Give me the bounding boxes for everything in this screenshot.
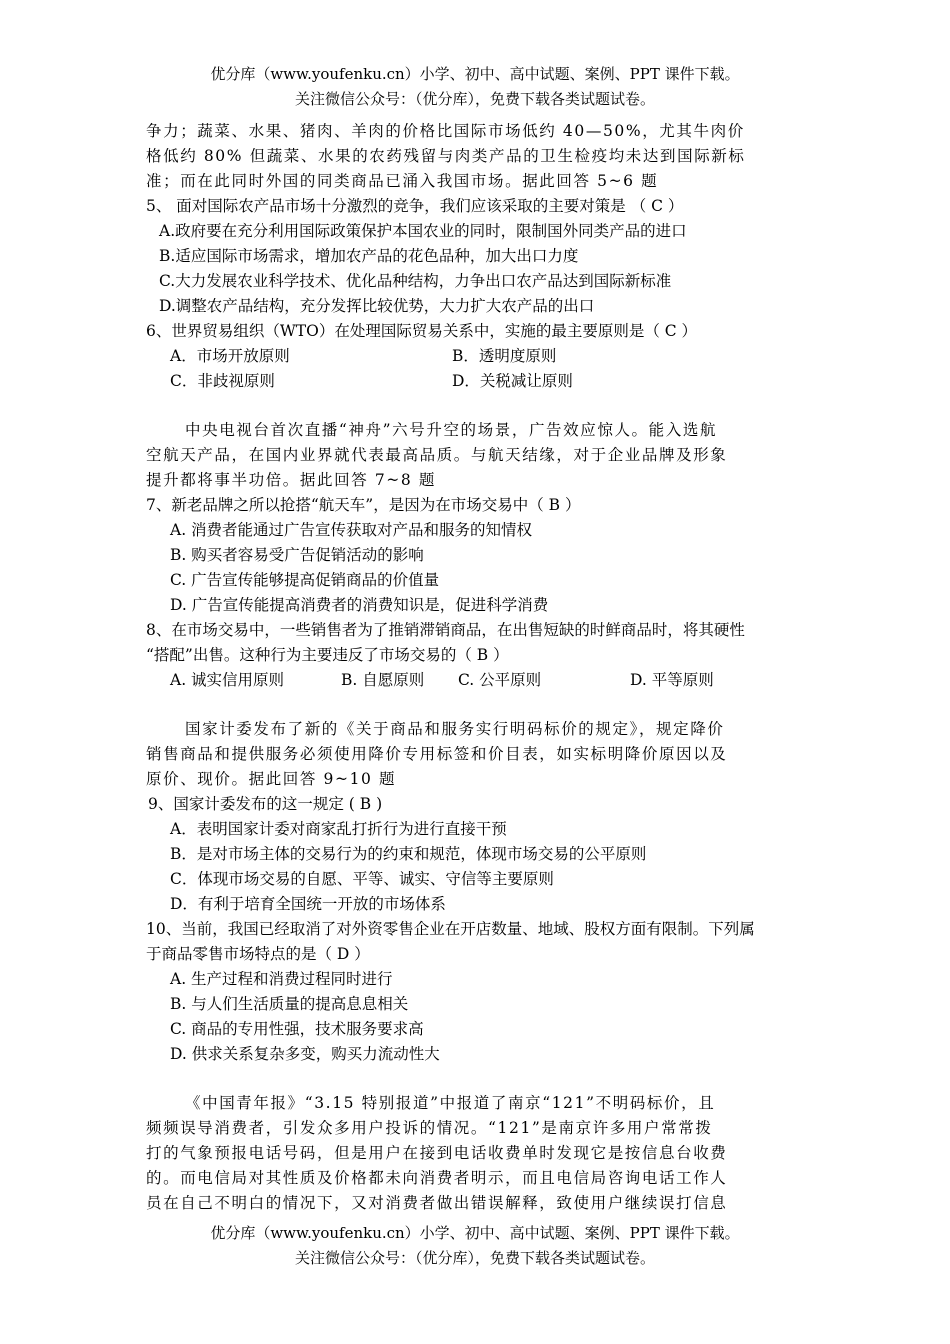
q8-option-b: B. 自愿原则: [341, 671, 425, 689]
q10-stem-line-1: 10、当前，我国已经取消了对外资零售企业在开店数量、地域、股权方面有限制。下列属: [146, 920, 755, 938]
q9-option-d: D．有利于培育全国统一开放的市场体系: [170, 895, 446, 913]
passage4-line-3: 打的气象预报电话号码，但是用户在接到电话收费单时发现它是按信息台收费: [146, 1144, 728, 1162]
q5-stem: 5、 面对国际农产品市场十分激烈的竞争，我们应该采取的主要对策是 （ C ）: [146, 197, 684, 215]
q10-option-d: D. 供求关系复杂多变，购买力流动性大: [170, 1045, 440, 1063]
passage4-line-5: 员在自己不明白的情况下，又对消费者做出错误解释，致使用户继续误打信息: [146, 1194, 728, 1212]
q9-stem: 9、国家计委发布的这一规定 ( B ): [148, 795, 383, 813]
passage1-line-1: 争力；蔬菜、水果、猪肉、羊肉的价格比国际市场低约 40—50%，尤其牛肉价: [146, 122, 745, 140]
q10-option-a: A. 生产过程和消费过程同时进行: [170, 970, 393, 988]
q8-stem-line-2: “搭配”出售。这种行为主要违反了市场交易的（ B ）: [146, 646, 509, 664]
q6-option-d: D．关税减让原则: [452, 372, 573, 390]
passage3-line-1: 国家计委发布了新的《关于商品和服务实行明码标价的规定》，规定降价: [185, 720, 725, 738]
q5-option-a: A.政府要在充分利用国际政策保护本国农业的同时，限制国外同类产品的进口: [159, 222, 687, 240]
q8-option-d: D. 平等原则: [630, 671, 714, 689]
q6-stem: 6、世界贸易组织（WTO）在处理国际贸易关系中，实施的最主要原则是（ C ）: [146, 322, 698, 340]
q6-option-a: A．市场开放原则: [170, 347, 290, 365]
passage2-line-3: 提升都将事半功倍。据此回答 7~8 题: [146, 471, 436, 489]
q8-option-a: A. 诚实信用原则: [170, 671, 285, 689]
q10-option-b: B. 与人们生活质量的提高息息相关: [170, 995, 409, 1013]
passage4-line-2: 频频误导消费者，引发众多用户投诉的情况。“121”是南京许多用户常常拨: [146, 1119, 713, 1137]
passage1-line-3: 准；而在此同时外国的同类商品已涌入我国市场。据此回答 5~6 题: [146, 172, 659, 190]
q9-option-a: A．表明国家计委对商家乱打折行为进行直接干预: [170, 820, 507, 838]
q8-stem-line-1: 8、在市场交易中，一些销售者为了推销滞销商品，在出售短缺的时鲜商品时，将其硬性: [146, 621, 745, 639]
q7-option-c: C. 广告宣传能够提高促销商品的价值量: [170, 571, 440, 589]
passage2-line-1: 中央电视台首次直播“神舟”六号升空的场景，广告效应惊人。能入选航: [185, 421, 718, 439]
passage3-line-3: 原价、现价。据此回答 9~10 题: [146, 770, 397, 788]
passage4-line-1: 《中国青年报》“3.15 特别报道”中报道了南京“121”不明码标价，且: [185, 1094, 716, 1112]
q7-option-d: D. 广告宣传能提高消费者的消费知识是，促进科学消费: [170, 596, 549, 614]
q6-option-c: C．非歧视原则: [170, 372, 275, 390]
q6-option-b: B．透明度原则: [452, 347, 557, 365]
q7-stem: 7、新老品牌之所以抢搭“航天车”，是因为在市场交易中（ B ）: [146, 496, 581, 514]
footer-line-2: 关注微信公众号：（优分库），免费下载各类试题试卷。: [294, 1249, 655, 1267]
q5-option-d: D.调整农产品结构，充分发挥比较优势，大力扩大农产品的出口: [159, 297, 595, 315]
header-line-1: 优分库（www.youfenku.cn）小学、初中、高中试题、案例、PPT 课件下载。: [210, 65, 740, 83]
passage2-line-2: 空航天产品，在国内业界就代表最高品质。与航天结缘，对于企业品牌及形象: [146, 446, 728, 464]
header-line-2: 关注微信公众号：（优分库），免费下载各类试题试卷。: [294, 90, 655, 108]
q5-option-c: C.大力发展农业科学技术、优化品种结构，力争出口农产品达到国际新标准: [159, 272, 672, 290]
q10-stem-line-2: 于商品零售市场特点的是（ D ）: [146, 945, 370, 963]
passage1-line-2: 格低约 80% 但蔬菜、水果的农药残留与肉类产品的卫生检疫均未达到国际新标: [146, 147, 746, 165]
footer-line-1: 优分库（www.youfenku.cn）小学、初中、高中试题、案例、PPT 课件下载。: [210, 1224, 740, 1242]
q9-option-c: C．体现市场交易的自愿、平等、诚实、守信等主要原则: [170, 870, 554, 888]
q10-option-c: C. 商品的专用性强，技术服务要求高: [170, 1020, 424, 1038]
q7-option-b: B. 购买者容易受广告促销活动的影响: [170, 546, 424, 564]
q8-option-c: C. 公平原则: [458, 671, 542, 689]
passage4-line-4: 的。而电信局对其性质及价格都未向消费者明示，而且电信局咨询电话工作人: [146, 1169, 728, 1187]
passage3-line-2: 销售商品和提供服务必须使用降价专用标签和价目表，如实标明降价原因以及: [146, 745, 728, 763]
q7-option-a: A. 消费者能通过广告宣传获取对产品和服务的知情权: [170, 521, 533, 539]
q5-option-b: B.适应国际市场需求，增加农产品的花色品种，加大出口力度: [159, 247, 579, 265]
q9-option-b: B．是对市场主体的交易行为的约束和规范，体现市场交易的公平原则: [170, 845, 647, 863]
